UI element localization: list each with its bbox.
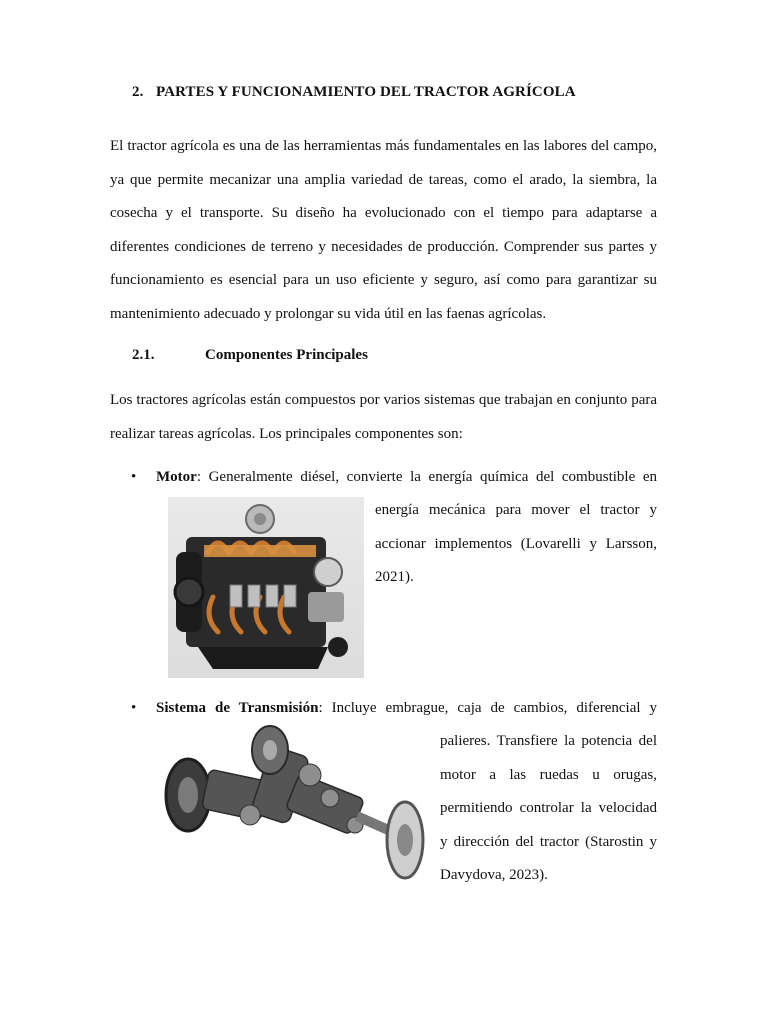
wrapped-line: Davydova, 2023). [440,867,548,884]
section-number: 2. [132,84,144,100]
intro-paragraph: El tractor agrícola es una de las herramientas más fundamentales en las labores del campo, ya que permite mecanizar una amplia variedad de tareas, como el arado, la siembra, la cosecha y el transporte. Su diseño ha evolucionado con el tiempo para adaptarse a diferentes condiciones de terreno y necesidades de producción. Comprender sus partes y funcionamiento es esencial para un uso eficiente y seguro, así como para garantizar su mantenimiento adecuado y prolongar su vida útil en las faenas agrícolas. [110,138,657,322]
component-first-line-text: : Incluye embrague, caja de cambios, diferencial y [318,700,657,716]
section-title: PARTES Y FUNCIONAMIENTO DEL TRACTOR AGRÍCOLA [156,84,576,100]
subsection-number: 2.1. [132,347,155,363]
component-first-line-text: : Generalmente diésel, convierte la energía química del combustible en [196,469,657,485]
wrapped-line: 2021). [375,569,414,586]
section-heading [132,84,576,101]
bullet-marker: • [131,469,137,485]
wrapped-line: y dirección del tractor (Starostin y [440,833,657,850]
component-motor-first-line [156,461,657,495]
wrapped-line: permitiendo controlar la velocidad [440,800,657,817]
engine-image [168,497,364,678]
subsection-title: Componentes Principales [205,347,368,363]
components-intro-paragraph: Los tractores agrícolas están compuestos por varios sistemas que trabajan en conjunto para realizar tareas agrícolas. Los principales componentes son: [110,392,657,442]
wrapped-line: motor a las ruedas u orugas, [440,766,657,783]
bullet-marker: • [131,700,137,716]
engine-illustration [168,497,364,678]
component-term: Sistema de Transmisión [156,700,319,716]
component-motor-wrapped-text [375,494,657,595]
subsection-heading [132,347,368,364]
transmission-illustration [160,720,430,880]
wrapped-line: energía mecánica para mover el tractor y [375,502,657,518]
component-term: Motor [156,469,197,485]
transmission-image [160,720,430,880]
wrapped-line: accionar implementos (Lovarelli y Larsson, [375,535,657,552]
component-transmission-wrapped-text [440,725,657,893]
wrapped-line: palieres. Transfiere la potencia del [440,733,657,749]
